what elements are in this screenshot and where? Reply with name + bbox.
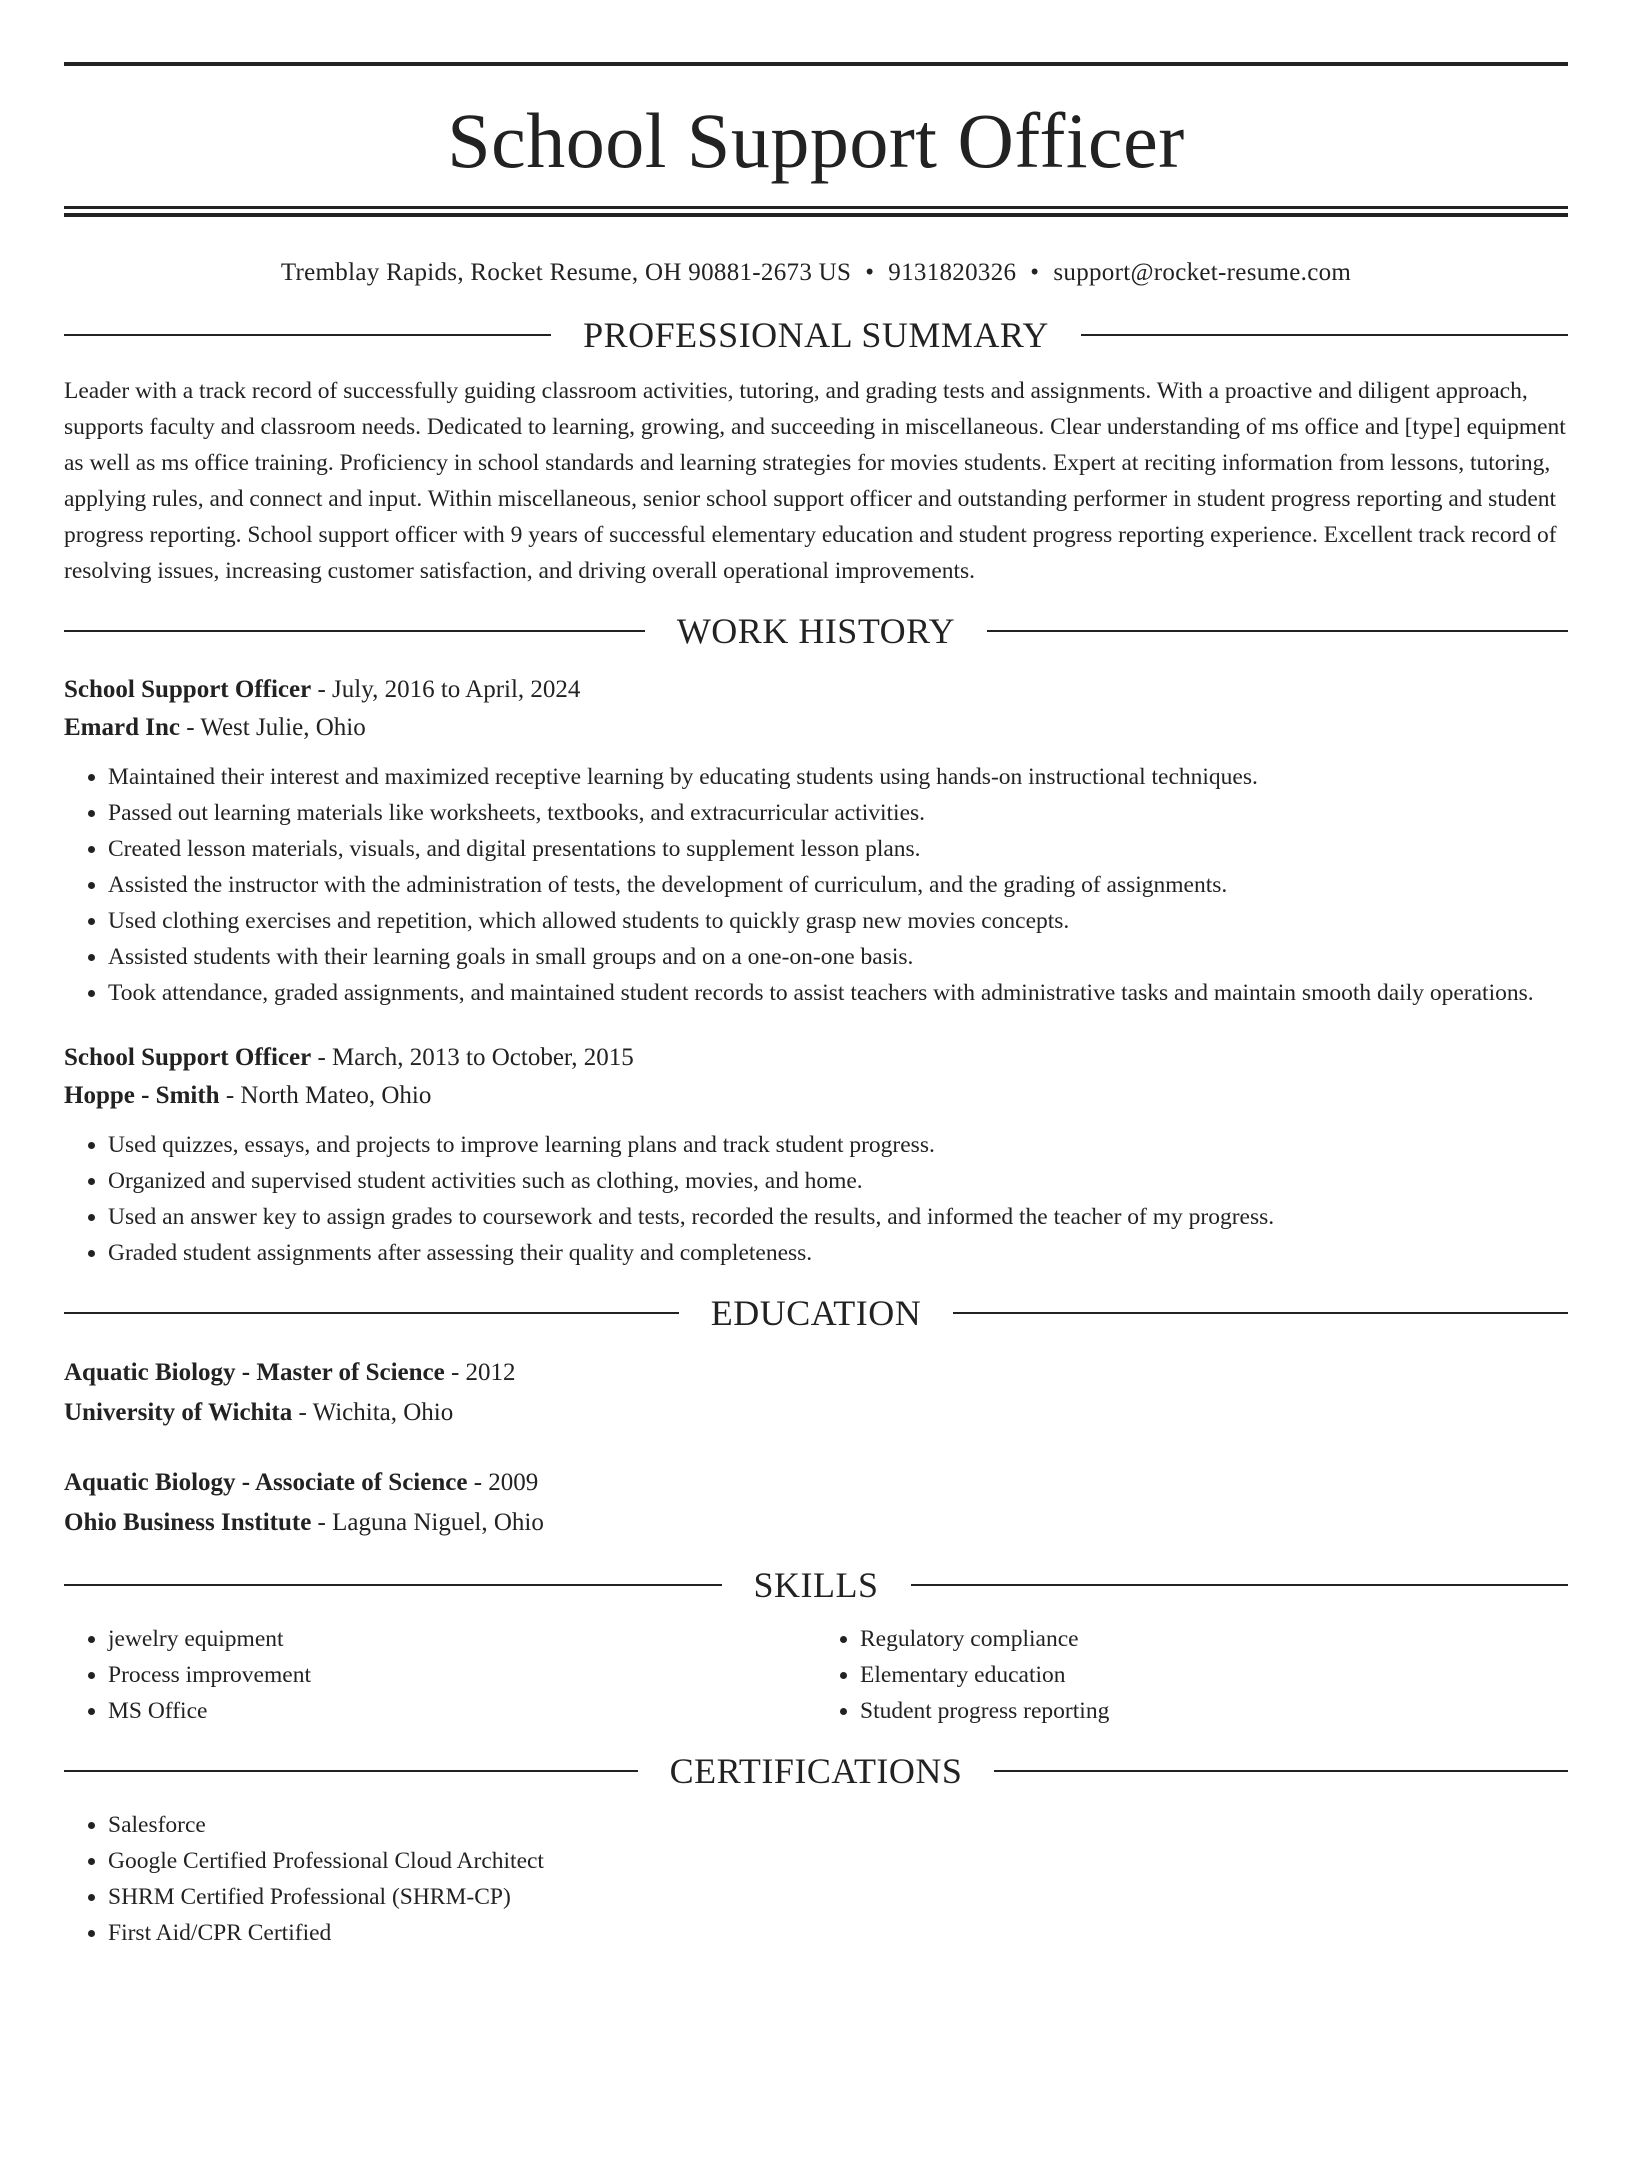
job-company: Hoppe - Smith: [64, 1082, 220, 1109]
skill-item: • Process improvement: [108, 1657, 816, 1693]
section-rule: [1081, 334, 1568, 336]
section-header-education: [64, 1289, 1568, 1337]
section-rule: [994, 1770, 1568, 1772]
section-rule: [987, 630, 1568, 632]
skill-item: • Elementary education: [860, 1657, 1568, 1693]
contact-address: Tremblay Rapids, Rocket Resume, OH 90881-2673 US: [280, 259, 852, 286]
certification-item: • SHRM Certified Professional (SHRM-CP): [108, 1879, 1568, 1915]
section-rule: [64, 334, 551, 336]
skills-column-right: [816, 1621, 1568, 1729]
section-header-certifications: [64, 1747, 1568, 1795]
job-bullet: • Used quizzes, essays, and projects to improve learning plans and track student progress.: [108, 1127, 1568, 1163]
certification-item: • First Aid/CPR Certified: [108, 1915, 1568, 1951]
job-entry: [64, 1039, 1568, 1271]
education-school-line: [64, 1503, 1568, 1543]
education-entry: [64, 1463, 1568, 1543]
job-title-line: [64, 1039, 1568, 1077]
candidate-name: School Support Officer: [447, 97, 1185, 184]
job-bullets: [64, 1127, 1568, 1271]
skills-column-left: [64, 1621, 816, 1729]
job-bullets: [64, 759, 1568, 1011]
contact-separator: •: [865, 259, 875, 286]
skill-item: • MS Office: [108, 1693, 816, 1729]
job-entry: [64, 671, 1568, 1011]
job-bullet: • Created lesson materials, visuals, and digital presentations to supplement lesson plans.: [108, 831, 1568, 867]
double-rule: [64, 206, 1568, 217]
contact-separator: •: [1030, 259, 1040, 286]
section-rule: [911, 1584, 1569, 1586]
certification-item: • Salesforce: [108, 1807, 1568, 1843]
education-school: Ohio Business Institute: [64, 1509, 312, 1536]
job-dates: - July, 2016 to April, 2024: [311, 676, 581, 703]
section-rule: [64, 630, 645, 632]
section-title: PROFESSIONAL SUMMARY: [583, 315, 1049, 355]
job-location: - West Julie, Ohio: [179, 714, 366, 741]
education-year: - 2009: [467, 1469, 539, 1496]
job-role: School Support Officer: [64, 1044, 312, 1071]
education-degree-line: [64, 1353, 1568, 1393]
education-entry: [64, 1353, 1568, 1433]
section-header-skills: [64, 1561, 1568, 1609]
section-rule: [64, 1770, 638, 1772]
education-year: - 2012: [444, 1359, 516, 1386]
education-school: University of Wichita: [64, 1399, 293, 1426]
section-header-summary: [64, 311, 1568, 359]
job-bullet: • Graded student assignments after assessing their quality and completeness.: [108, 1235, 1568, 1271]
education-location: - Laguna Niguel, Ohio: [311, 1509, 544, 1536]
job-bullet: • Passed out learning materials like worksheets, textbooks, and extracurricular activities.: [108, 795, 1568, 831]
contact-phone: 9131820326: [888, 259, 1017, 286]
job-location: - North Mateo, Ohio: [219, 1082, 432, 1109]
education-degree: Aquatic Biology - Master of Science: [64, 1359, 445, 1386]
top-rule: [64, 62, 1568, 66]
skills-list: [64, 1621, 1568, 1729]
education-degree: Aquatic Biology - Associate of Science: [64, 1469, 468, 1496]
job-bullet: • Used clothing exercises and repetition, which allowed students to quickly grasp new movies concepts.: [108, 903, 1568, 939]
education-degree-line: [64, 1463, 1568, 1503]
certification-item: • Google Certified Professional Cloud Architect: [108, 1843, 1568, 1879]
section-header-work-history: [64, 607, 1568, 655]
job-bullet: • Maintained their interest and maximized receptive learning by educating students using hands-on instructional techniques.: [108, 759, 1568, 795]
skill-item: • Regulatory compliance: [860, 1621, 1568, 1657]
job-bullet: • Took attendance, graded assignments, and maintained student records to assist teachers with administrative tasks and maintain smooth daily operations.: [108, 975, 1568, 1011]
skill-item: • Student progress reporting: [860, 1693, 1568, 1729]
skill-item: • jewelry equipment: [108, 1621, 816, 1657]
job-title-line: [64, 671, 1568, 709]
section-rule: [64, 1584, 722, 1586]
section-title: CERTIFICATIONS: [669, 1751, 963, 1791]
education-school-line: [64, 1393, 1568, 1433]
section-title: EDUCATION: [710, 1293, 922, 1333]
section-title: WORK HISTORY: [676, 611, 956, 651]
job-company-line: [64, 709, 1568, 747]
section-rule: [953, 1312, 1568, 1314]
contact-info: [64, 253, 1568, 293]
contact-email[interactable]: support@rocket-resume.com: [1053, 259, 1352, 286]
summary-text: Leader with a track record of successfully guiding classroom activities, tutoring, and grading tests and assignments. With a proactive and diligent approach, supports faculty and classroom needs. Dedicated to learning, growing, and succeeding in miscellaneous. Clear understanding of ms office and [type] equipment as well as ms office training. Proficiency in school standards and learning strategies for movies students. Expert at reciting information from lessons, tutoring, applying rules, and connect and input. Within miscellaneous, senior school support officer and outstanding performer in student progress reporting and student progress reporting. School support officer with 9 years of successful elementary education and student progress reporting experience. Excellent track record of resolving issues, increasing customer satisfaction, and driving overall operational improvements.: [64, 378, 1566, 584]
job-bullet: • Organized and supervised student activities such as clothing, movies, and home.: [108, 1163, 1568, 1199]
resume-page: [0, 62, 1632, 2174]
job-company: Emard Inc: [64, 714, 180, 741]
job-bullet: • Assisted the instructor with the administration of tests, the development of curriculum, and the grading of assignments.: [108, 867, 1568, 903]
job-role: School Support Officer: [64, 676, 312, 703]
section-rule: [64, 1312, 679, 1314]
section-title: SKILLS: [753, 1565, 879, 1605]
job-bullet: • Assisted students with their learning goals in small groups and on a one-on-one basis.: [108, 939, 1568, 975]
education-location: - Wichita, Ohio: [292, 1399, 454, 1426]
job-bullet: • Used an answer key to assign grades to coursework and tests, recorded the results, and informed the teacher of my progress.: [108, 1199, 1568, 1235]
job-company-line: [64, 1077, 1568, 1115]
certifications-list: [64, 1807, 1568, 1951]
job-dates: - March, 2013 to October, 2015: [311, 1044, 634, 1071]
